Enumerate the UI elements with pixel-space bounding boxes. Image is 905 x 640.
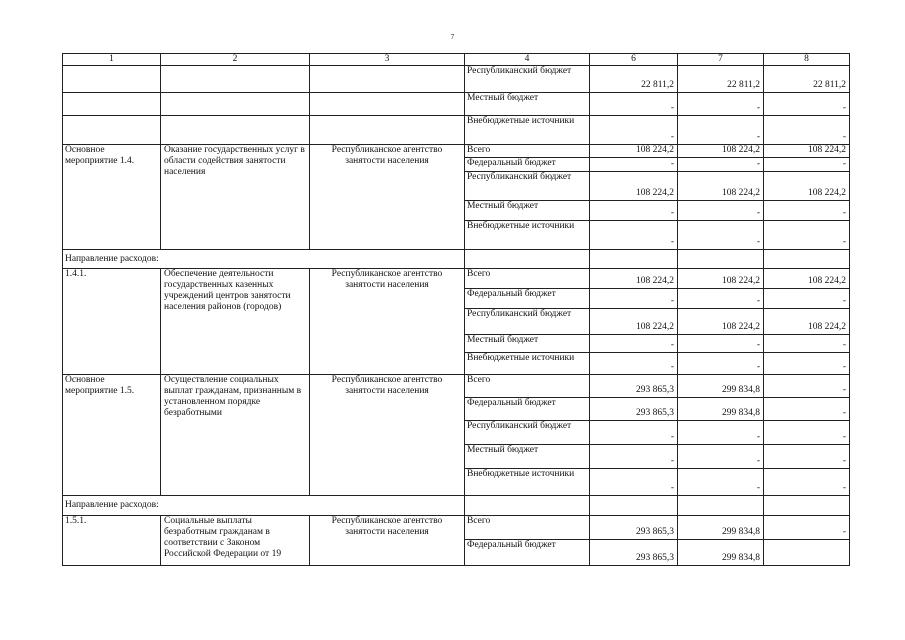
cell-empty: [310, 93, 465, 116]
budget-source: Всего: [465, 516, 590, 540]
page-number: 7: [450, 33, 455, 41]
table-viewport: [62, 53, 852, 579]
budget-source: Республиканский бюджет: [465, 309, 590, 335]
header-col-1: 1: [63, 54, 161, 66]
value-col-8: -: [764, 116, 850, 145]
value-col-8: -: [764, 445, 850, 469]
value-col-8: 108 224,2: [764, 172, 850, 201]
activity-number: Основное мероприятие 1.4.: [63, 145, 161, 250]
value-col-8: 108 224,2: [764, 269, 850, 289]
budget-source: Внебюджетные источники: [465, 353, 590, 375]
value-col-7: -: [678, 93, 764, 116]
header-col-7: 7: [678, 54, 764, 66]
responsible-executor: Республиканское агентство занятости населения: [310, 269, 465, 375]
value-col-8: -: [764, 335, 850, 353]
value-col-8: -: [764, 158, 850, 172]
table-row: [63, 66, 850, 93]
cell-empty: [465, 496, 590, 516]
activity-name: Социальные выплаты безработным гражданам в соответствии с Законом Российской Федерации от 19: [161, 516, 310, 566]
budget-source: Республиканский бюджет: [465, 66, 590, 93]
value-col-8: 22 811,2: [764, 66, 850, 93]
value-col-6: -: [590, 116, 678, 145]
cell-empty: [310, 116, 465, 145]
value-col-8: -: [764, 221, 850, 250]
value-col-6: 108 224,2: [590, 309, 678, 335]
value-col-6: 108 224,2: [590, 269, 678, 289]
value-col-6: -: [590, 421, 678, 445]
table-row: [63, 269, 850, 289]
value-col-8: -: [764, 398, 850, 421]
value-col-7: 108 224,2: [678, 269, 764, 289]
budget-source: Всего: [465, 145, 590, 158]
table-row: [63, 116, 850, 145]
value-col-7: -: [678, 469, 764, 496]
budget-table: [62, 53, 850, 566]
value-col-7: 299 834,8: [678, 375, 764, 398]
activity-name: Осуществление социальных выплат гражданам, признанным в установленном порядке безработными: [161, 375, 310, 496]
value-col-6: 293 865,3: [590, 516, 678, 540]
value-col-8: -: [764, 375, 850, 398]
value-col-7: -: [678, 116, 764, 145]
budget-source: Внебюджетные источники: [465, 469, 590, 496]
budget-source: Местный бюджет: [465, 445, 590, 469]
budget-source: Федеральный бюджет: [465, 289, 590, 309]
value-col-7: -: [678, 353, 764, 375]
cell-empty: [764, 496, 850, 516]
cell-empty: [590, 496, 678, 516]
value-col-6: -: [590, 221, 678, 250]
cell-empty: [161, 116, 310, 145]
cell-empty: [590, 250, 678, 269]
value-col-7: -: [678, 445, 764, 469]
value-col-6: 293 865,3: [590, 398, 678, 421]
value-col-6: 108 224,2: [590, 145, 678, 158]
budget-source: Федеральный бюджет: [465, 158, 590, 172]
activity-name: Обеспечение деятельности государственных казенных учреждений центров занятости населения районов (городов): [161, 269, 310, 375]
value-col-8: -: [764, 421, 850, 445]
cell-empty: [764, 250, 850, 269]
budget-source: Всего: [465, 269, 590, 289]
value-col-7: -: [678, 158, 764, 172]
value-col-6: 293 865,3: [590, 540, 678, 566]
value-col-8: 108 224,2: [764, 309, 850, 335]
value-col-7: -: [678, 335, 764, 353]
value-col-8: [764, 540, 850, 566]
budget-source: Внебюджетные источники: [465, 116, 590, 145]
budget-source: Местный бюджет: [465, 201, 590, 221]
budget-source: Всего: [465, 375, 590, 398]
value-col-7: 108 224,2: [678, 309, 764, 335]
value-col-6: 22 811,2: [590, 66, 678, 93]
value-col-7: -: [678, 421, 764, 445]
activity-number: 1.5.1.: [63, 516, 161, 566]
cell-empty: [161, 93, 310, 116]
cell-empty: [310, 66, 465, 93]
direction-label: Направление расходов:: [63, 250, 310, 269]
budget-source: Внебюджетные источники: [465, 221, 590, 250]
value-col-7: 22 811,2: [678, 66, 764, 93]
header-col-4: 4: [465, 54, 590, 66]
cell-empty: [63, 93, 161, 116]
budget-source: Местный бюджет: [465, 335, 590, 353]
budget-source: Местный бюджет: [465, 93, 590, 116]
value-col-6: -: [590, 353, 678, 375]
value-col-7: 299 834,8: [678, 540, 764, 566]
value-col-8: -: [764, 353, 850, 375]
responsible-executor: Республиканское агентство занятости населения: [310, 516, 465, 566]
table-row: [63, 516, 850, 540]
value-col-7: -: [678, 289, 764, 309]
header-col-3: 3: [310, 54, 465, 66]
value-col-6: 108 224,2: [590, 172, 678, 201]
header-col-2: 2: [161, 54, 310, 66]
budget-source: Республиканский бюджет: [465, 421, 590, 445]
cell-empty: [465, 250, 590, 269]
table-row: [63, 93, 850, 116]
budget-source: Республиканский бюджет: [465, 172, 590, 201]
value-col-6: -: [590, 445, 678, 469]
value-col-6: -: [590, 469, 678, 496]
value-col-6: 293 865,3: [590, 375, 678, 398]
activity-number: Основное мероприятие 1.5.: [63, 375, 161, 496]
value-col-6: -: [590, 93, 678, 116]
cell-empty: [63, 66, 161, 93]
cell-empty: [678, 496, 764, 516]
value-col-7: 108 224,2: [678, 145, 764, 158]
value-col-7: -: [678, 221, 764, 250]
cell-empty: [310, 496, 465, 516]
value-col-8: -: [764, 469, 850, 496]
value-col-7: 299 834,8: [678, 516, 764, 540]
value-col-8: -: [764, 516, 850, 540]
value-col-7: 299 834,8: [678, 398, 764, 421]
table-row: [63, 375, 850, 398]
value-col-7: 108 224,2: [678, 172, 764, 201]
responsible-executor: Республиканское агентство занятости населения: [310, 145, 465, 250]
value-col-6: -: [590, 158, 678, 172]
value-col-6: -: [590, 289, 678, 309]
value-col-6: -: [590, 335, 678, 353]
value-col-7: -: [678, 201, 764, 221]
value-col-6: -: [590, 201, 678, 221]
direction-row: [63, 250, 850, 269]
activity-number: 1.4.1.: [63, 269, 161, 375]
responsible-executor: Республиканское агентство занятости населения: [310, 375, 465, 496]
table-body: [63, 54, 850, 566]
cell-empty: [161, 66, 310, 93]
budget-source: Федеральный бюджет: [465, 398, 590, 421]
header-col-8: 8: [764, 54, 850, 66]
direction-label: Направление расходов:: [63, 496, 310, 516]
cell-empty: [63, 116, 161, 145]
value-col-8: -: [764, 201, 850, 221]
cell-empty: [678, 250, 764, 269]
direction-row: [63, 496, 850, 516]
value-col-8: -: [764, 93, 850, 116]
activity-name: Оказание государственных услуг в области содействия занятости населения: [161, 145, 310, 250]
cell-empty: [310, 250, 465, 269]
header-row: [63, 54, 850, 66]
value-col-8: -: [764, 289, 850, 309]
budget-source: Федеральный бюджет: [465, 540, 590, 566]
value-col-8: 108 224,2: [764, 145, 850, 158]
header-col-6: 6: [590, 54, 678, 66]
table-row: [63, 145, 850, 158]
